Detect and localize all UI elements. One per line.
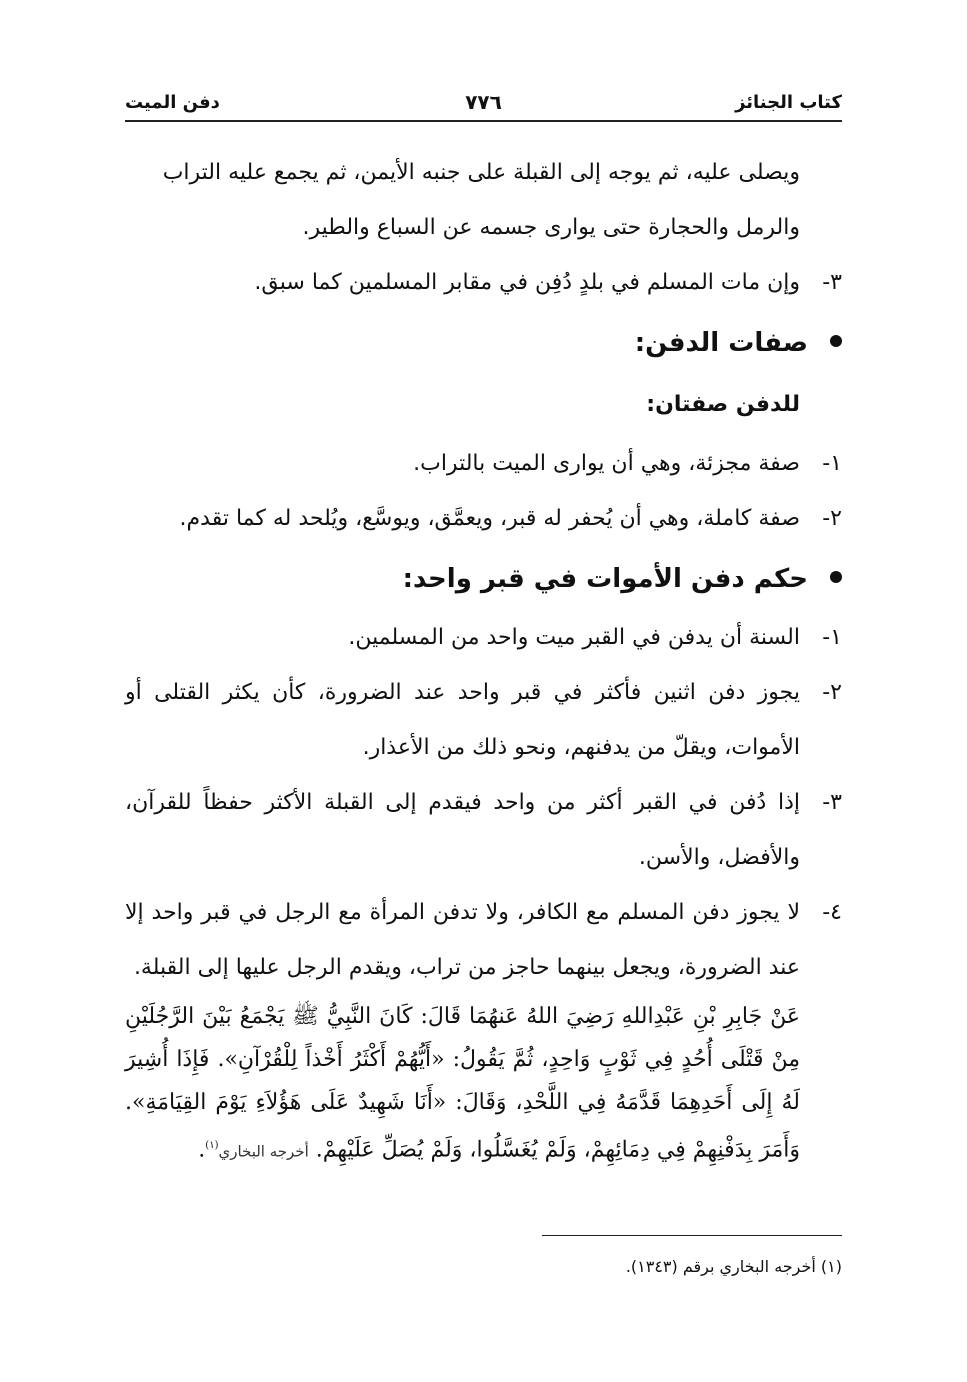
hadith-end: . <box>198 1137 206 1163</box>
item-number: ٣- <box>822 270 842 295</box>
hadith-text <box>125 995 842 1173</box>
list-item <box>125 436 842 491</box>
item-number: ١- <box>822 625 842 650</box>
intro-paragraph <box>125 145 842 255</box>
footnote: (١) أخرجه البخاري برقم (١٣٤٣). <box>625 1257 842 1276</box>
item-text: وإن مات المسلم في بلدٍ دُفِن في مقابر المسلمين كما سبق. <box>254 270 800 295</box>
item-number: ١- <box>822 451 842 476</box>
item-number: ٢- <box>822 506 842 531</box>
page-header <box>125 88 842 122</box>
list-item <box>125 610 842 665</box>
list-item <box>125 491 842 546</box>
bullet-icon <box>830 335 842 347</box>
text-line: والرمل والحجارة حتى يوارى جسمه عن السباع والطير. <box>302 215 800 240</box>
section-heading <box>125 312 842 374</box>
list-item <box>125 255 842 310</box>
item-text: لا يجوز دفن المسلم مع الكافر، ولا تدفن المرأة مع الرجل في قبر واحد إلا عند الضرورة، ويجعل بينهما حاجز من تراب، ويقدم الرجل عليها إلى القبلة. <box>125 900 800 980</box>
bullet-icon <box>830 571 842 583</box>
hadith-source: أخرجه البخاري <box>218 1142 309 1161</box>
chapter-title: دفن الميت <box>125 92 220 113</box>
item-number: ٣- <box>822 790 842 815</box>
item-text: يجوز دفن اثنين فأكثر في قبر واحد عند الضرورة، كأن يكثر القتلى أو الأموات، ويقلّ من يدفنهم، ونحو ذلك من الأعذار. <box>125 680 800 760</box>
heading-text: صفات الدفن: <box>634 328 808 358</box>
item-text: صفة كاملة، وهي أن يُحفر له قبر، ويعمَّق، ويوسَّع، ويُلحد له كما تقدم. <box>179 506 800 531</box>
item-text: صفة مجزئة، وهي أن يوارى الميت بالتراب. <box>413 451 800 476</box>
footnote-reference[interactable]: (١) <box>205 1140 219 1151</box>
item-text: إذا دُفن في القبر أكثر من واحد فيقدم إلى القبلة الأكثر حفظاً للقرآن، والأفضل، والأسن. <box>125 790 800 870</box>
page-body <box>125 145 842 1173</box>
footnote-divider <box>542 1235 842 1236</box>
list-item <box>125 665 842 775</box>
item-number: ٤- <box>822 900 842 925</box>
heading-text: حكم دفن الأموات في قبر واحد: <box>402 564 808 594</box>
item-text: السنة أن يدفن في القبر ميت واحد من المسلمين. <box>348 625 800 650</box>
list-item <box>125 775 842 885</box>
book-title: كتاب الجنائز <box>735 92 842 113</box>
page-number: ٧٧٦ <box>465 90 502 114</box>
text-line: ويصلى عليه، ثم يوجه إلى القبلة على جنبه الأيمن، ثم يجمع عليه التراب <box>162 160 800 185</box>
section-subheading: للدفن صفتان: <box>646 392 800 417</box>
item-number: ٢- <box>822 680 842 705</box>
section-heading <box>125 548 842 610</box>
list-item <box>125 885 842 995</box>
hadith-body: عَنْ جَابِرِ بْنِ عَبْدِاللهِ رَضِيَ اللهُ عَنهُمَا قَالَ: كَانَ النَّبِيُّ ﷺ يَجْمَعُ بَيْنَ الرَّجُلَيْنِ مِنْ قَتْلَى أُحُدٍ فِي ثَوْبٍ وَاحِدٍ، ثُمَّ يَقُولُ: «أَيُّهُمْ أَكْثَرُ أَخْذاً لِلْقُرْآنِ». فَإِذَا أُشِيرَ لَهُ إِلَى أَحَدِهِمَا قَدَّمَهُ فِي اللَّحْدِ، وَقَالَ: «أَنَا شَهِيدٌ عَلَى هَؤُلاَءِ يَوْمَ القِيَامَةِ». وَأَمَرَ بِدَفْنِهِمْ فِي دِمَائِهِمْ، وَلَمْ يُغَسَّلُوا، وَلَمْ يُصَلِّ عَلَيْهِمْ. <box>125 1004 800 1163</box>
